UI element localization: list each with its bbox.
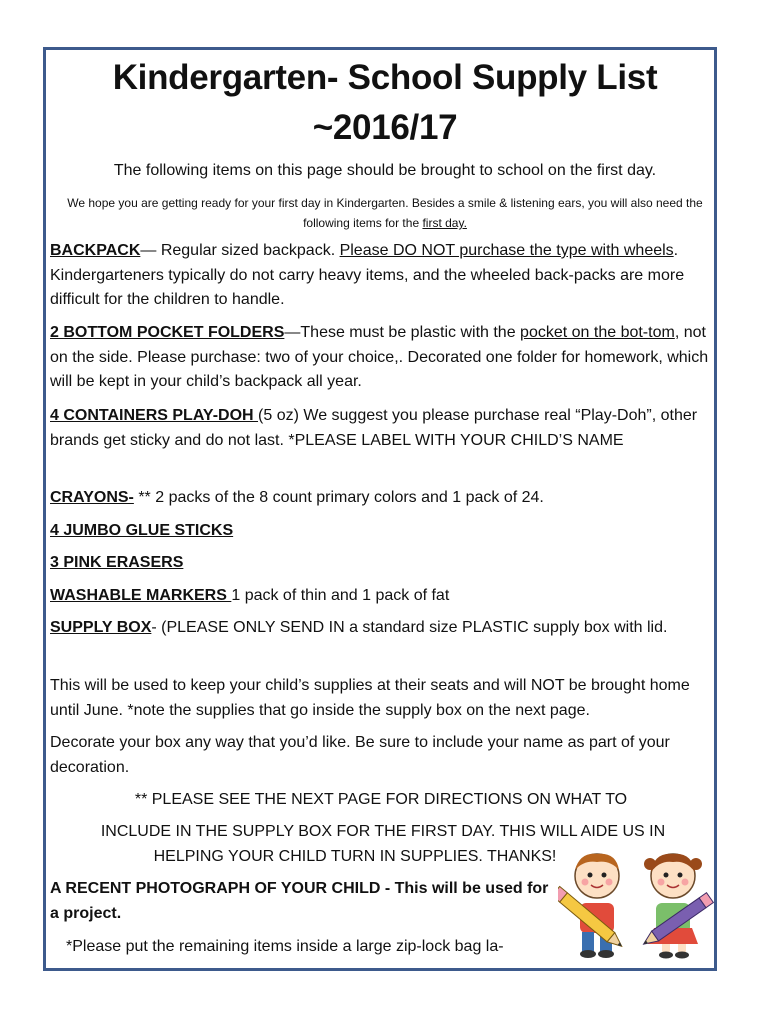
crayons-text: ** 2 packs of the 8 count primary colors and 1 pack of 24. <box>133 489 544 506</box>
page-title: Kindergarten- School Supply List <box>112 58 658 97</box>
welcome-note-text: We hope you are getting ready for your first day in Kindergarten. Besides a smile & listening ears, you will also need the following items for the <box>67 196 703 230</box>
kids-with-pencils-illustration <box>558 848 718 960</box>
markers-label: WASHABLE MARKERS <box>50 587 232 604</box>
playdoh-label: 4 CONTAINERS PLAY-DOH <box>50 407 259 424</box>
glue-item <box>50 519 712 544</box>
erasers-label: 3 PINK ERASERS <box>50 554 184 571</box>
erasers-item <box>50 551 712 576</box>
decorate-box: Decorate your box any way that you’d like. Be sure to include your name as part of your decoration. <box>50 734 670 776</box>
welcome-note <box>55 193 715 233</box>
supply-box-label: SUPPLY BOX <box>50 619 152 636</box>
school-year: ~2016/17 <box>312 108 458 147</box>
photo-item: A RECENT PHOTOGRAPH OF YOUR CHILD - This will be used for a project. <box>50 880 549 922</box>
folders-details: , not on the side. Please purchase: two of your choice,. Decorated one folder for homework, which will be kept in your child’s backpack all year. <box>50 324 709 390</box>
folders-text: —These must be plastic with the <box>284 324 521 341</box>
welcome-note-first-day: first day. <box>422 216 467 230</box>
crayons-label: CRAYONS- <box>50 489 134 506</box>
backpack-item <box>50 239 712 313</box>
supply-box-usage: This will be used to keep your child’s supplies at their seats and will NOT be brought home until June. *note the supplies that go inside the supply box on the next page. <box>50 677 690 719</box>
intro-text: The following items on this page should be brought to school on the first day. <box>113 162 657 179</box>
next-page-line-3: HELPING YOUR CHILD TURN IN SUPPLIES. THANKS! <box>153 848 557 865</box>
next-page-line-1: ** PLEASE SEE THE NEXT PAGE FOR DIRECTIONS ON WHAT TO <box>134 791 628 808</box>
backpack-warning: Please DO NOT purchase the type with wheels <box>339 242 674 259</box>
backpack-label: BACKPACK <box>50 242 141 259</box>
playdoh-text: (5 oz) We suggest you please purchase real “Play-Doh”, other brands get sticky and do not last. *PLEASE LABEL WITH YOUR CHILD’S NAME <box>50 407 698 449</box>
next-page-line-2: INCLUDE IN THE SUPPLY BOX FOR THE FIRST DAY. THIS WILL AIDE US IN <box>100 823 666 840</box>
remaining-items: *Please put the remaining items inside a large zip-lock bag la- <box>66 938 504 955</box>
folders-pocket-note: pocket on the bot-tom <box>520 324 675 341</box>
crayons-item <box>50 486 712 511</box>
folders-label: 2 BOTTOM POCKET FOLDERS <box>50 324 285 341</box>
supply-box-item <box>50 616 712 641</box>
supply-box-text: - (PLEASE ONLY SEND IN a standard size PLASTIC supply box with lid. <box>151 619 668 636</box>
backpack-details: . Kindergarteners typically do not carry heavy items, and the wheeled back-packs are more difficult for the children to handle. <box>50 242 685 308</box>
playdoh-item <box>50 404 712 453</box>
glue-label: 4 JUMBO GLUE STICKS <box>50 522 234 539</box>
markers-item <box>50 584 712 609</box>
backpack-text: — Regular sized backpack. <box>140 242 340 259</box>
folders-item <box>50 321 712 395</box>
markers-text: 1 pack of thin and 1 pack of fat <box>231 587 450 604</box>
